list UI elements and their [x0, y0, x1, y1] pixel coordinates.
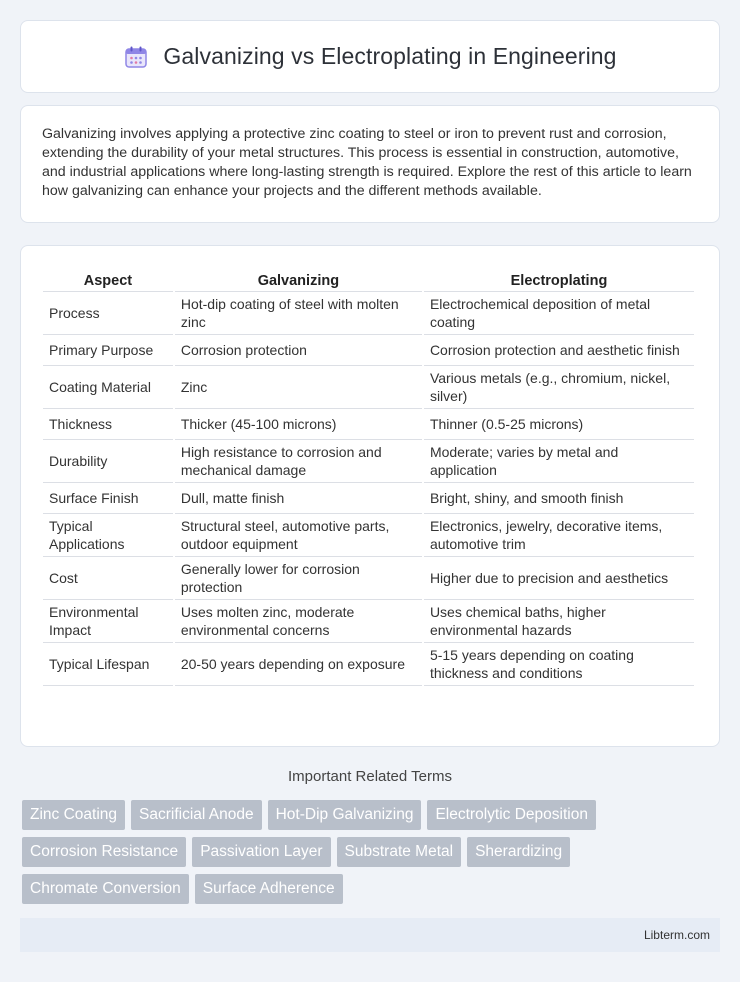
electroplating-cell: Bright, shiny, and smooth finish	[424, 483, 694, 514]
term-tag[interactable]: Hot-Dip Galvanizing	[268, 800, 422, 830]
galvanizing-cell: High resistance to corrosion and mechanical damage	[175, 440, 422, 483]
electroplating-cell: Electronics, jewelry, decorative items, automotive trim	[424, 514, 694, 557]
table-row	[43, 483, 694, 514]
electroplating-cell: Electrochemical deposition of metal coating	[424, 292, 694, 335]
table-header-row	[43, 266, 694, 292]
comparison-table-card	[20, 245, 720, 747]
term-tag[interactable]: Chromate Conversion	[22, 874, 189, 904]
term-tag[interactable]: Surface Adherence	[195, 874, 343, 904]
table-row	[43, 600, 694, 643]
page-title: Galvanizing vs Electroplating in Engineering	[163, 43, 617, 69]
column-header-galvanizing: Galvanizing	[175, 266, 422, 292]
table-row	[43, 514, 694, 557]
aspect-cell: Surface Finish	[43, 483, 173, 514]
table-row	[43, 557, 694, 600]
term-tag[interactable]: Sacrificial Anode	[131, 800, 262, 830]
aspect-cell: Coating Material	[43, 366, 173, 409]
galvanizing-cell: Zinc	[175, 366, 422, 409]
galvanizing-cell: Structural steel, automotive parts, outdoor equipment	[175, 514, 422, 557]
galvanizing-cell: Dull, matte finish	[175, 483, 422, 514]
aspect-cell: Durability	[43, 440, 173, 483]
electroplating-cell: Higher due to precision and aesthetics	[424, 557, 694, 600]
comparison-table	[41, 266, 696, 686]
galvanizing-cell: Uses molten zinc, moderate environmental concerns	[175, 600, 422, 643]
table-row	[43, 335, 694, 366]
table-row	[43, 643, 694, 686]
aspect-cell: Environmental Impact	[43, 600, 173, 643]
electroplating-cell: Corrosion protection and aesthetic finish	[424, 335, 694, 366]
aspect-cell: Thickness	[43, 409, 173, 440]
related-terms-list	[22, 800, 722, 904]
electroplating-cell: Thinner (0.5-25 microns)	[424, 409, 694, 440]
aspect-cell: Typical Applications	[43, 514, 173, 557]
galvanizing-cell: Hot-dip coating of steel with molten zinc	[175, 292, 422, 335]
electroplating-cell: Moderate; varies by metal and application	[424, 440, 694, 483]
aspect-cell: Primary Purpose	[43, 335, 173, 366]
table-row	[43, 409, 694, 440]
column-header-aspect: Aspect	[43, 266, 173, 292]
aspect-cell: Cost	[43, 557, 173, 600]
electroplating-cell: 5-15 years depending on coating thickness and conditions	[424, 643, 694, 686]
galvanizing-cell: Generally lower for corrosion protection	[175, 557, 422, 600]
term-tag[interactable]: Substrate Metal	[337, 837, 462, 867]
electroplating-cell: Various metals (e.g., chromium, nickel, silver)	[424, 366, 694, 409]
footer-site-link[interactable]: Libterm.com	[643, 928, 710, 942]
header-card	[20, 20, 720, 93]
table-row	[43, 292, 694, 335]
term-tag[interactable]: Passivation Layer	[192, 837, 330, 867]
term-tag[interactable]: Zinc Coating	[22, 800, 125, 830]
footer	[20, 918, 720, 952]
table-row	[43, 440, 694, 483]
column-header-electroplating: Electroplating	[424, 266, 694, 292]
related-terms-title: Important Related Terms	[288, 768, 452, 785]
electroplating-cell: Uses chemical baths, higher environmental hazards	[424, 600, 694, 643]
term-tag[interactable]: Sherardizing	[467, 837, 570, 867]
aspect-cell: Typical Lifespan	[43, 643, 173, 686]
galvanizing-cell: 20-50 years depending on exposure	[175, 643, 422, 686]
galvanizing-cell: Thicker (45-100 microns)	[175, 409, 422, 440]
intro-card	[20, 105, 720, 223]
table-row	[43, 366, 694, 409]
term-tag[interactable]: Electrolytic Deposition	[427, 800, 595, 830]
calendar-icon	[123, 44, 149, 70]
intro-text: Galvanizing involves applying a protective zinc coating to steel or iron to prevent rust and corrosion, extending the durability of your metal structures. This process is essential in construction, automotive, and industrial applications where long-lasting strength is required. Explore the rest of this article to learn how galvanizing can enhance your projects and the different methods available.	[42, 126, 692, 199]
galvanizing-cell: Corrosion protection	[175, 335, 422, 366]
term-tag[interactable]: Corrosion Resistance	[22, 837, 186, 867]
aspect-cell: Process	[43, 292, 173, 335]
